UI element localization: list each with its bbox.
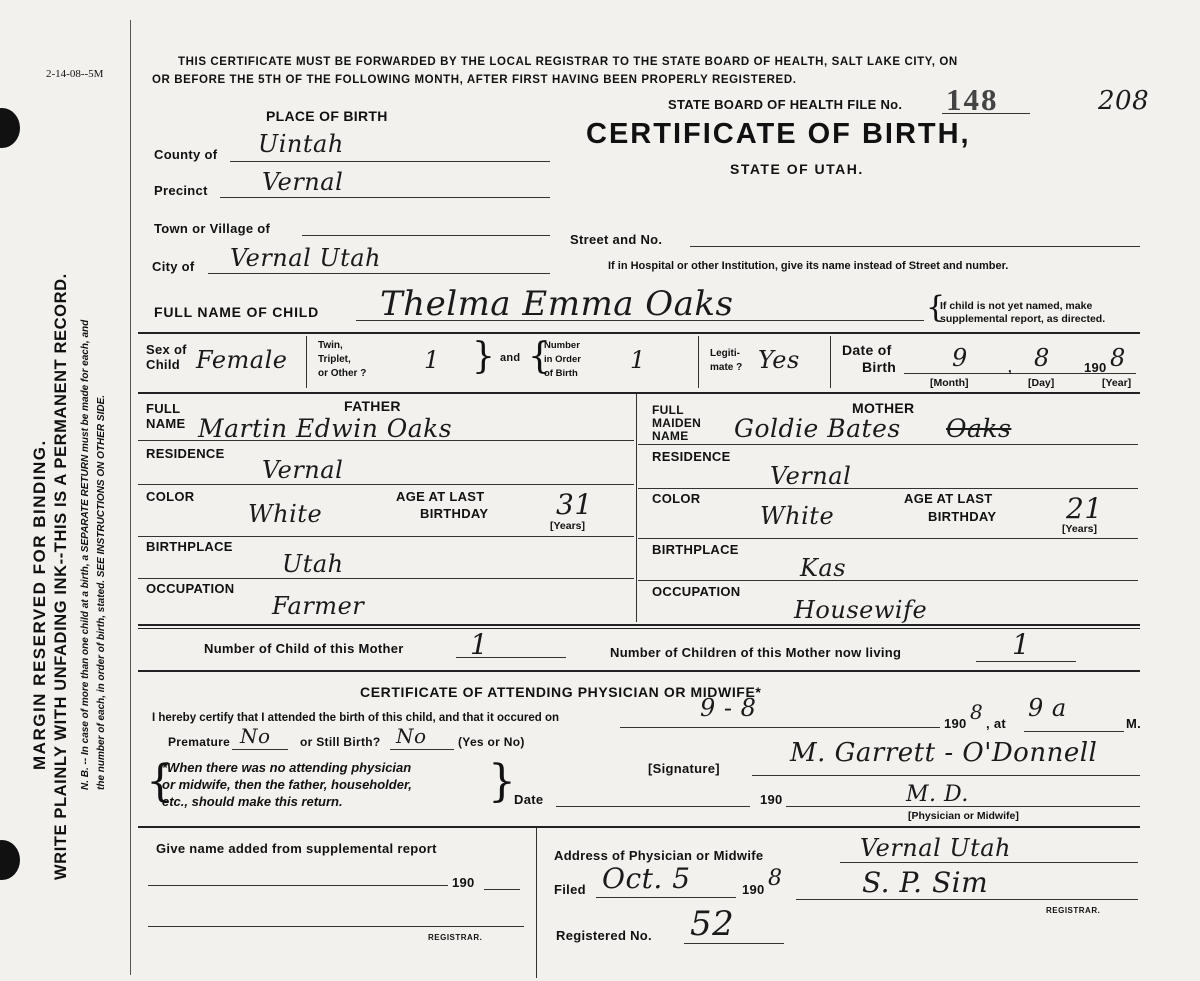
meridiem-label: M. — [1126, 716, 1142, 731]
dob-label-1: Date of — [842, 342, 892, 358]
row-line — [638, 580, 1138, 581]
mother-name-label: NAME — [652, 429, 689, 443]
order-value: 1 — [630, 346, 646, 374]
margin-rule — [130, 20, 131, 975]
filed-label: Filed — [554, 882, 586, 897]
row-line — [138, 578, 634, 579]
father-heading: FATHER — [344, 398, 401, 414]
no-physician-note-1: *When there was no attending physician — [162, 760, 412, 775]
sex-label-2: Child — [146, 357, 180, 372]
father-age-label-1: AGE AT LAST — [396, 489, 485, 504]
father-residence: Vernal — [262, 456, 344, 484]
certify-text: I hereby certify that I attended the birth of this child, and that it occured on — [152, 712, 560, 724]
still-birth-label: or Still Birth? — [300, 735, 381, 749]
father-color: White — [248, 500, 323, 528]
divider — [698, 336, 699, 388]
rule — [138, 670, 1140, 672]
nb-note-line1: N. B. -- In case of more than one child at a birth, a SEPARATE RETURN must be made for each, and — [80, 319, 91, 790]
order-label-3: of Birth — [544, 368, 578, 379]
dob-year-prefix: 190 — [1084, 360, 1107, 375]
day-caption: [Day] — [1028, 377, 1055, 389]
rule — [138, 392, 1140, 394]
hospital-note: If in Hospital or other Institution, give its name instead of Street and number. — [608, 260, 1009, 272]
margin-number: 208 — [1098, 86, 1150, 116]
father-occupation-label: OCCUPATION — [146, 581, 235, 596]
physician-date-label: Date — [514, 792, 544, 807]
dob-day: 8 — [1034, 344, 1050, 372]
father-birthplace-label: BIRTHPLACE — [146, 539, 233, 554]
county-line — [230, 161, 550, 162]
precinct-label: Precinct — [154, 183, 208, 198]
divider — [830, 336, 831, 388]
row-line — [638, 538, 1138, 539]
attended-time: 9 a — [1028, 694, 1067, 722]
rule — [138, 628, 1140, 629]
registrar-caption: REGISTRAR. — [1046, 906, 1101, 915]
unfading-ink-text: WRITE PLAINLY WITH UNFADING INK--THIS IS A PERMANENT RECORD. — [52, 273, 70, 880]
child-name-label: FULL NAME OF CHILD — [154, 304, 320, 320]
registrar-signature: S. P. Sim — [862, 866, 989, 899]
supplemental-registrar-line — [148, 926, 524, 927]
time-line — [1024, 731, 1124, 732]
premature-value: No — [240, 724, 271, 748]
physician-midwife-caption: [Physician or Midwife] — [908, 810, 1019, 822]
father-years-caption: [Years] — [550, 520, 586, 532]
physician-md: M. D. — [906, 782, 969, 807]
parents-divider — [636, 394, 637, 622]
mother-residence: Vernal — [770, 462, 852, 490]
mother-age-label-2: BIRTHDAY — [928, 509, 997, 524]
supplemental-year-prefix: 190 — [452, 875, 475, 890]
binding-margin-text: MARGIN RESERVED FOR BINDING. — [30, 439, 49, 770]
file-number: 148 — [946, 82, 999, 117]
physician-address-line — [840, 862, 1138, 863]
physician-signature: M. Garrett - O'Donnell — [790, 738, 1098, 768]
physician-title-line — [786, 806, 1140, 807]
father-color-label: COLOR — [146, 489, 195, 504]
yes-no-caption: (Yes or No) — [458, 735, 525, 749]
rule — [138, 826, 1140, 828]
divider — [306, 336, 307, 388]
precinct-line — [220, 197, 550, 198]
rule — [138, 332, 1140, 334]
at-label: , at — [986, 716, 1006, 731]
rule — [138, 624, 1140, 626]
forward-notice-line2: OR BEFORE THE 5TH OF THE FOLLOWING MONTH, AFTER FIRST HAVING BEEN PROPERLY REGISTERED. — [152, 74, 797, 86]
child-number: 1 — [470, 628, 489, 661]
county-value: Uintah — [258, 130, 344, 158]
nb-note-line2: the number of each, in order of birth, stated. SEE INSTRUCTIONS ON OTHER SIDE. — [96, 394, 107, 790]
physician-address: Vernal Utah — [860, 834, 1012, 862]
filed-year-prefix: 190 — [742, 882, 765, 897]
state-of-utah: STATE OF UTAH. — [730, 161, 864, 177]
mother-age: 21 — [1066, 492, 1103, 525]
mother-color: White — [760, 502, 835, 530]
no-physician-note-3: etc., should make this return. — [162, 794, 343, 809]
street-line — [690, 246, 1140, 247]
row-line — [638, 444, 1138, 445]
twin-brace: } — [472, 336, 495, 377]
year-caption: [Year] — [1102, 377, 1132, 389]
mother-name-struck: Oaks — [946, 414, 1012, 443]
physician-heading: CERTIFICATE OF ATTENDING PHYSICIAN OR MIDWIFE* — [360, 684, 762, 700]
note-brace-left: { — [146, 756, 174, 807]
mother-occupation: Housewife — [794, 596, 928, 624]
street-label: Street and No. — [570, 232, 663, 247]
name-note-line1: If child is not yet named, make — [940, 300, 1093, 312]
premature-label: Premature — [168, 735, 231, 749]
registrar-signature-line — [796, 899, 1138, 900]
mother-occupation-label: OCCUPATION — [652, 584, 741, 599]
child-name-value: Thelma Emma Oaks — [380, 284, 734, 324]
legit-label-2: mate ? — [710, 362, 743, 373]
signature-line — [752, 775, 1140, 776]
attended-year-prefix: 190 — [944, 716, 967, 731]
town-line — [302, 235, 550, 236]
dob-label-2: Birth — [862, 359, 897, 375]
child-number-label: Number of Child of this Mother — [204, 641, 404, 656]
supplemental-label: Give name added from supplemental report — [156, 841, 437, 856]
twin-label-2: Triplet, — [318, 354, 351, 365]
father-age: 31 — [556, 488, 593, 521]
name-note-line2: supplemental report, as directed. — [940, 313, 1106, 325]
father-birthplace: Utah — [282, 550, 344, 578]
city-value: Vernal Utah — [230, 244, 382, 272]
mother-full-label: FULL — [652, 403, 684, 417]
dob-month: 9 — [952, 344, 968, 372]
row-line — [138, 440, 634, 441]
note-brace-right: } — [488, 756, 516, 807]
children-living-line — [976, 661, 1076, 662]
physician-address-label: Address of Physician or Midwife — [554, 848, 764, 863]
mother-maiden-label: MAIDEN — [652, 416, 702, 430]
month-caption: [Month] — [930, 377, 969, 389]
father-name: Martin Edwin Oaks — [198, 414, 453, 443]
registered-number: 52 — [690, 904, 735, 944]
mother-years-caption: [Years] — [1062, 523, 1098, 535]
dob-year: 8 — [1110, 344, 1126, 372]
mother-birthplace: Kas — [800, 554, 847, 582]
supplemental-year-line — [484, 889, 520, 890]
legit-value: Yes — [758, 346, 800, 374]
mother-name: Goldie Bates — [734, 414, 901, 443]
city-line — [208, 273, 550, 274]
order-label-2: in Order — [544, 354, 581, 365]
town-label: Town or Village of — [154, 221, 271, 236]
supplemental-registrar-caption: REGISTRAR. — [428, 933, 483, 942]
twin-value: 1 — [424, 346, 440, 374]
twin-label-3: or Other ? — [318, 368, 367, 379]
order-label-1: Number — [544, 340, 580, 351]
attended-year: 8 — [970, 700, 984, 724]
precinct-value: Vernal — [262, 168, 344, 196]
row-line — [638, 488, 1138, 489]
signature-label: [Signature] — [648, 761, 720, 776]
still-birth-line — [390, 749, 454, 750]
children-living: 1 — [1012, 628, 1031, 661]
sex-value: Female — [196, 346, 288, 374]
file-number-line — [942, 113, 1030, 114]
father-occupation: Farmer — [272, 592, 365, 620]
order-brace: { — [528, 336, 551, 377]
file-number-label: STATE BOARD OF HEALTH FILE No. — [668, 97, 903, 112]
premature-line — [232, 749, 288, 750]
no-physician-note-2: or midwife, then the father, householder, — [162, 777, 412, 792]
mother-residence-label: RESIDENCE — [652, 449, 731, 464]
county-label: County of — [154, 147, 218, 162]
registered-number-label: Registered No. — [556, 928, 652, 943]
father-full-label: FULL — [146, 401, 181, 416]
father-age-label-2: BIRTHDAY — [420, 506, 489, 521]
row-line — [138, 536, 634, 537]
place-of-birth-heading: PLACE OF BIRTH — [266, 108, 388, 124]
legit-label-1: Legiti- — [710, 348, 740, 359]
father-residence-label: RESIDENCE — [146, 446, 225, 461]
physician-date-year-prefix: 190 — [760, 792, 783, 807]
filed-year: 8 — [768, 866, 783, 891]
physician-date-line — [556, 806, 750, 807]
birth-date-line — [620, 727, 940, 728]
filed-line — [596, 897, 736, 898]
bottom-divider — [536, 828, 537, 978]
father-name-label: NAME — [146, 416, 186, 431]
binding-hole — [0, 840, 20, 880]
sex-label-1: Sex of — [146, 342, 187, 357]
mother-birthplace-label: BIRTHPLACE — [652, 542, 739, 557]
supplemental-line — [148, 885, 448, 886]
mother-heading: MOTHER — [852, 400, 915, 416]
binding-hole — [0, 108, 20, 148]
mother-color-label: COLOR — [652, 491, 701, 506]
row-line — [138, 484, 634, 485]
certificate-title: CERTIFICATE OF BIRTH, — [586, 118, 971, 150]
dob-comma: , — [1008, 360, 1012, 375]
mother-age-label-1: AGE AT LAST — [904, 491, 993, 506]
form-code: 2-14-08--5M — [46, 68, 104, 80]
and-label: and — [500, 352, 521, 364]
city-label: City of — [152, 259, 195, 274]
attended-date: 9 - 8 — [700, 694, 757, 722]
forward-notice-line1: THIS CERTIFICATE MUST BE FORWARDED BY THE LOCAL REGISTRAR TO THE STATE BOARD OF HEALTH, SALT LAKE CITY, ON — [178, 56, 958, 68]
name-note-brace: { — [926, 290, 946, 325]
twin-label-1: Twin, — [318, 340, 343, 351]
children-living-label: Number of Children of this Mother now living — [610, 645, 902, 660]
still-birth-value: No — [396, 724, 427, 748]
filed-date: Oct. 5 — [602, 862, 691, 895]
